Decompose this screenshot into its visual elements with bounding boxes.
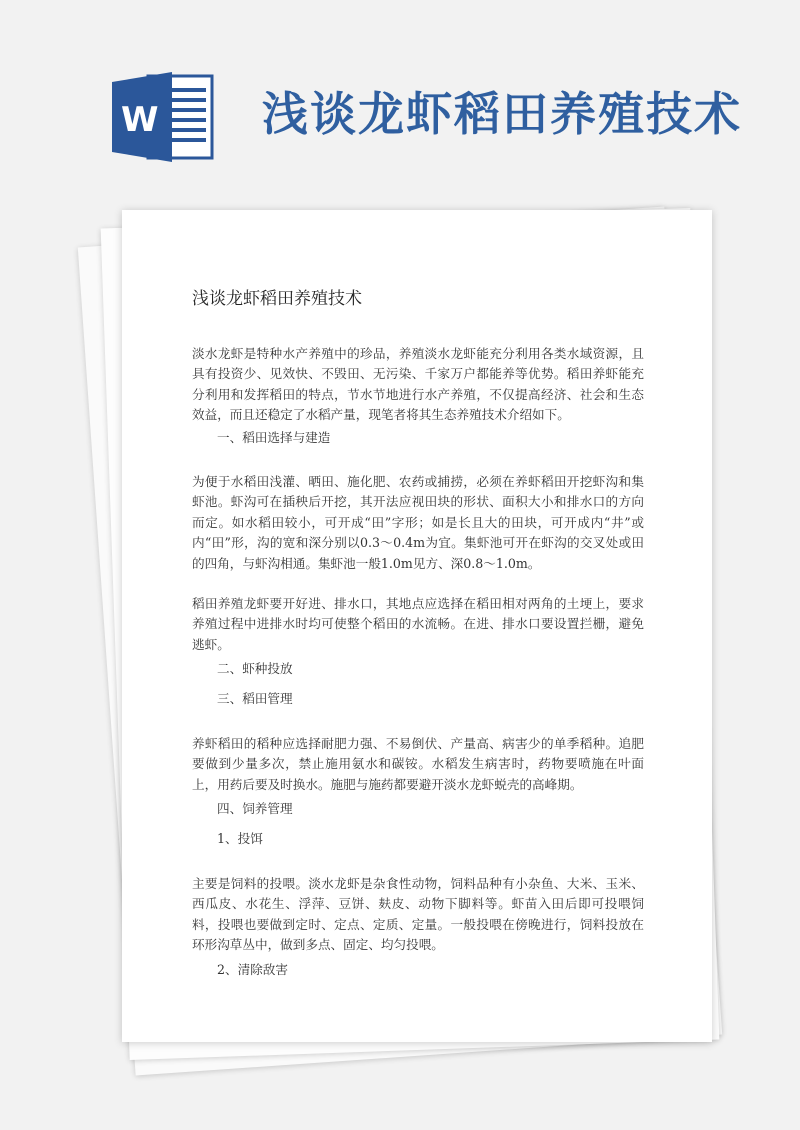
section-heading-site-selection: 一、稻田选择与建造	[217, 430, 331, 445]
intro-paragraph: 淡水龙虾是特种水产养殖中的珍品，养殖淡水龙虾能充分利用各类水域资源，且具有投资少、见效快、不毁田、无污染、千家万户都能养等优势。稻田养虾能充分利用和发挥稻田的特点，节水节地进行水产养殖，不仅提高经济、社会和生态效益，而且还稳定了水稻产量，现笔者将其生态养殖技术介绍如下。	[192, 346, 644, 423]
paragraph-ditch-construction: 为便于水稻田浅灌、晒田、施化肥、农药或捕捞，必须在养虾稻田开挖虾沟和集虾池。虾沟可在插秧后开挖，其开法应视田块的形状、面积大小和排水口的方向而定。如水稻田较小，可开成“田”字形；如是长且大的田块，可开成内“井”或内“田”形，沟的宽和深分别以0.3～0.4m为宜。集虾池可开在虾沟的交叉处或田的四角，与虾沟相通。集虾池一般1.0m见方、深0.8～1.0m。	[192, 474, 644, 571]
section-heading-stocking: 二、虾种投放	[217, 661, 293, 676]
document-page	[122, 210, 712, 1042]
section-heading-paddy-management: 三、稻田管理	[217, 691, 293, 706]
subsection-heading-pest-removal: 2、清除敌害	[217, 962, 288, 977]
svg-text:W: W	[121, 100, 159, 140]
subsection-heading-feeding: 1、投饵	[217, 831, 263, 846]
main-title: 浅谈龙虾稻田养殖技术	[262, 87, 742, 141]
document-title: 浅谈龙虾稻田养殖技术	[192, 289, 362, 309]
paragraph-feeding: 主要是饲料的投喂。淡水龙虾是杂食性动物，饲料品种有小杂鱼、大米、玉米、西瓜皮、水花生、浮萍、豆饼、麸皮、动物下脚料等。虾苗入田后即可投喂饲料，投喂也要做到定时、定点、定质、定量。一般投喂在傍晚进行，饲料投放在环形沟草丛中，做到多点、固定、均匀投喂。	[192, 876, 644, 953]
paragraph-inlet-outlet: 稻田养殖龙虾要开好进、排水口，其地点应选择在稻田相对两角的土埂上，要求养殖过程中进排水时均可使整个稻田的水流畅。在进、排水口要设置拦栅，避免逃虾。	[192, 596, 644, 652]
paragraph-rice-variety: 养虾稻田的稻种应选择耐肥力强、不易倒伏、产量高、病害少的单季稻种。追肥要做到少量多次，禁止施用氨水和碳铵。水稻发生病害时，药物要喷施在叶面上，用药后要及时换水。施肥与施药都要避开淡水龙虾蜕壳的高峰期。	[192, 736, 644, 792]
section-heading-feeding-management: 四、饲养管理	[217, 801, 293, 816]
word-document-icon	[110, 68, 216, 164]
